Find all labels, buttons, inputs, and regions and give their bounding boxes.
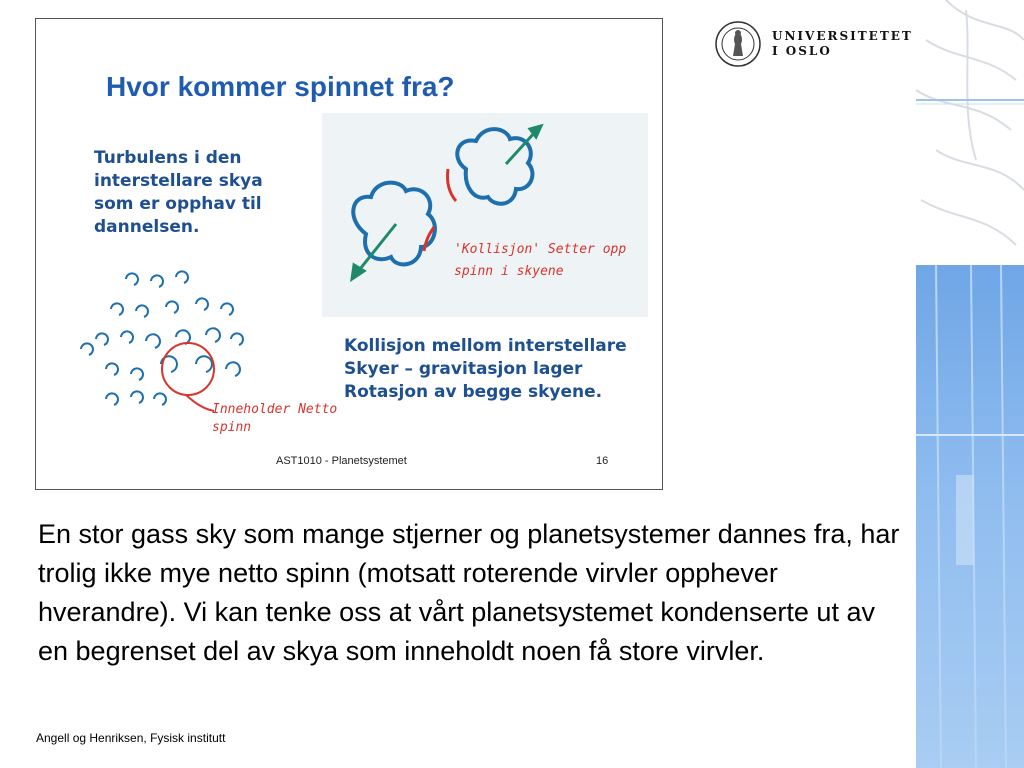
- sculpture-sketch: [916, 0, 1024, 265]
- slide-footer: AST1010 - Planetsystemet: [276, 455, 407, 467]
- decorative-blue-panel: [916, 265, 1024, 768]
- decorative-sidebar: [916, 0, 1024, 768]
- page-footer: Angell og Henriksen, Fysisk institutt: [36, 731, 226, 745]
- column-sketch: [916, 265, 1024, 768]
- slide-turbulence-text: Turbulens i den interstellare skya som er opphav til dannelsen.: [94, 148, 263, 237]
- net-spin-circle: [162, 343, 214, 395]
- cloud-left: [353, 183, 435, 265]
- body-paragraph: En stor gass sky som mange stjerner og planetsystemer dannes fra, har trolig ikke mye netto spinn (motsatt roterende virvler opphever hverandre). Vi kan tenke oss at vårt planetsystemet kondenserte ut av en begrenset del av skya som inneholdt noen få store virvler.: [38, 519, 900, 666]
- handwritten-net-spin-note: Inneholder Netto spinn: [212, 402, 338, 435]
- slide-title: Hvor kommer spinnet fra?: [106, 71, 455, 102]
- decorative-sculpture-area: [916, 0, 1024, 265]
- slide-collision-text: Kollisjon mellom interstellare Skyer – gravitasjon lager Rotasjon av begge skyene.: [344, 336, 627, 402]
- slide-image: [35, 18, 663, 490]
- logo-line1: UNIVERSITETET: [772, 29, 913, 43]
- university-logo: [714, 20, 913, 68]
- slide-page-number: 16: [596, 455, 609, 467]
- logo-line2: I OSLO: [772, 44, 832, 58]
- red-arrow-top: [447, 169, 456, 201]
- handwritten-collision-note: 'Kollisjon' Setter opp spinn i skyene: [454, 242, 627, 279]
- cloud-right: [457, 129, 532, 204]
- university-seal-icon: [714, 20, 762, 68]
- net-spin-pointer: [186, 395, 214, 411]
